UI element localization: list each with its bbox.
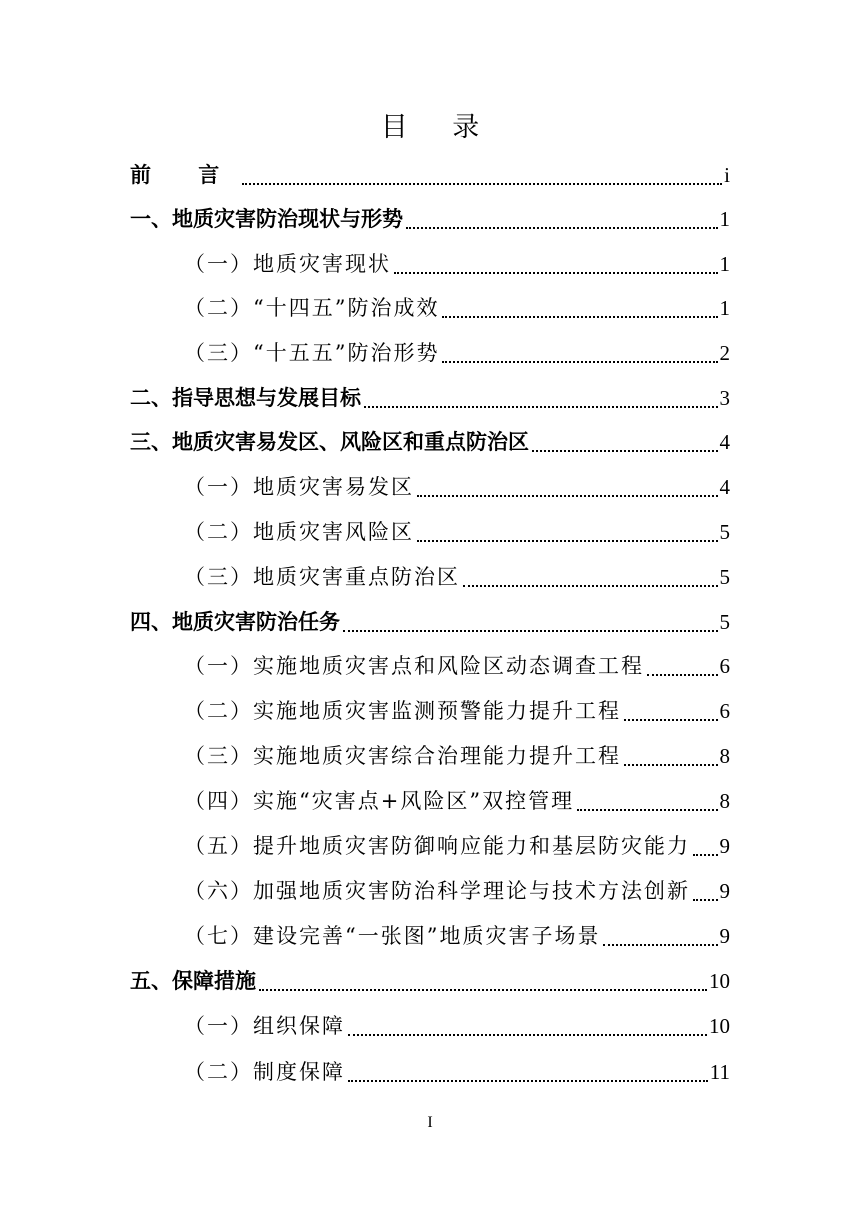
- dot-leader: [417, 510, 718, 554]
- dot-leader: [242, 153, 722, 197]
- dot-leader: [259, 959, 707, 1003]
- toc-entry-title: 一、地质灾害防治现状与形势: [130, 207, 403, 231]
- toc-entry-page: 1: [719, 207, 730, 231]
- toc-entry-page: 6: [719, 699, 730, 723]
- toc-entry-section-3-3[interactable]: [184, 555, 730, 599]
- dot-leader: [647, 644, 718, 688]
- toc-entry-chapter-3[interactable]: [130, 420, 730, 464]
- toc-entry-chapter-1[interactable]: [130, 197, 730, 241]
- toc-entry-title: （五）提升地质灾害防御响应能力和基层防灾能力: [184, 834, 690, 858]
- dot-leader: [693, 824, 718, 868]
- toc-entry-section-5-2[interactable]: [184, 1050, 730, 1094]
- dot-leader: [693, 869, 718, 913]
- toc-entry-title: （四）实施“灾害点+风险区”双控管理: [184, 789, 575, 813]
- toc-entry-title: （一）实施地质灾害点和风险区动态调查工程: [184, 654, 644, 678]
- toc-entry-page: 9: [719, 834, 730, 858]
- dot-leader: [343, 600, 718, 644]
- toc-entry-section-1-1[interactable]: [184, 242, 730, 286]
- toc-entry-title: （二）制度保障: [184, 1060, 345, 1084]
- toc-entry-section-4-3[interactable]: [184, 734, 730, 778]
- toc-entry-title: 五、保障措施: [130, 969, 256, 993]
- toc-entry-section-3-1[interactable]: [184, 465, 730, 509]
- toc-entry-page: 9: [719, 924, 730, 948]
- toc-entry-page: 5: [719, 565, 730, 589]
- toc-entry-page: 8: [719, 789, 730, 813]
- toc-entry-title: （七）建设完善“一张图”地质灾害子场景: [184, 924, 601, 948]
- toc-entry-page: 6: [719, 654, 730, 678]
- dot-leader: [394, 242, 718, 286]
- toc-entry-title: （二）地质灾害风险区: [184, 520, 414, 544]
- toc-entry-title: （三）“十五五”防治形势: [184, 341, 440, 365]
- dot-leader: [532, 420, 718, 464]
- toc-entry-section-4-1[interactable]: [184, 644, 730, 688]
- toc-entry-title: 二、指导思想与发展目标: [130, 386, 361, 410]
- dot-leader: [603, 914, 717, 958]
- dot-leader: [463, 555, 718, 599]
- toc-entry-title: （三）地质灾害重点防治区: [184, 565, 460, 589]
- toc-entry-section-5-1[interactable]: [184, 1004, 730, 1048]
- dot-leader: [624, 734, 718, 778]
- toc-entry-title: （二）“十四五”防治成效: [184, 296, 440, 320]
- toc-entry-page: 11: [709, 1060, 730, 1084]
- dot-leader: [624, 689, 718, 733]
- toc-heading: 目 录: [380, 112, 498, 143]
- toc-entry-title: （一）组织保障: [184, 1014, 345, 1038]
- toc-entry-section-4-6[interactable]: [184, 869, 730, 913]
- dot-leader: [406, 197, 718, 241]
- toc-entry-page: 1: [719, 296, 730, 320]
- dot-leader: [348, 1004, 707, 1048]
- dot-leader: [364, 376, 718, 420]
- toc-entry-title: （二）实施地质灾害监测预警能力提升工程: [184, 699, 621, 723]
- toc-entry-page: 4: [719, 430, 730, 454]
- dot-leader: [417, 465, 718, 509]
- toc-entry-title: 前 言: [130, 163, 240, 187]
- dot-leader: [442, 286, 717, 330]
- toc-entry-page: 3: [719, 386, 730, 410]
- toc-entry-page: i: [724, 163, 730, 187]
- toc-entry-page: 4: [719, 475, 730, 499]
- toc-entry-title: 四、地质灾害防治任务: [130, 610, 340, 634]
- toc-entry-page: 5: [719, 610, 730, 634]
- toc-entry-section-4-2[interactable]: [184, 689, 730, 733]
- toc-entry-section-1-3[interactable]: [184, 331, 730, 375]
- toc-entry-page: 2: [719, 341, 730, 365]
- dot-leader: [348, 1050, 708, 1094]
- toc-entry-title: （三）实施地质灾害综合治理能力提升工程: [184, 744, 621, 768]
- dot-leader: [442, 331, 717, 375]
- page-number: I: [427, 1114, 433, 1131]
- toc-entry-title: 三、地质灾害易发区、风险区和重点防治区: [130, 430, 529, 454]
- toc-entry-section-4-7[interactable]: [184, 914, 730, 958]
- dot-leader: [577, 779, 717, 823]
- toc-entry-chapter-2[interactable]: [130, 376, 730, 420]
- toc-entry-page: 1: [719, 252, 730, 276]
- toc-entry-section-4-4[interactable]: [184, 779, 730, 823]
- toc-entry-page: 8: [719, 744, 730, 768]
- toc-entry-title: （一）地质灾害易发区: [184, 475, 414, 499]
- toc-entry-page: 10: [709, 1014, 730, 1038]
- toc-entry-page: 9: [719, 879, 730, 903]
- toc-entry-section-4-5[interactable]: [184, 824, 730, 868]
- toc-entry-section-1-2[interactable]: [184, 286, 730, 330]
- toc-entry-section-3-2[interactable]: [184, 510, 730, 554]
- toc-entry-chapter-5[interactable]: [130, 959, 730, 1003]
- toc-entry-preface[interactable]: [130, 153, 730, 197]
- toc-entry-chapter-4[interactable]: [130, 600, 730, 644]
- toc-entry-page: 5: [719, 520, 730, 544]
- toc-entry-title: （六）加强地质灾害防治科学理论与技术方法创新: [184, 879, 690, 903]
- toc-entry-title: （一）地质灾害现状: [184, 252, 391, 276]
- toc-entry-page: 10: [709, 969, 730, 993]
